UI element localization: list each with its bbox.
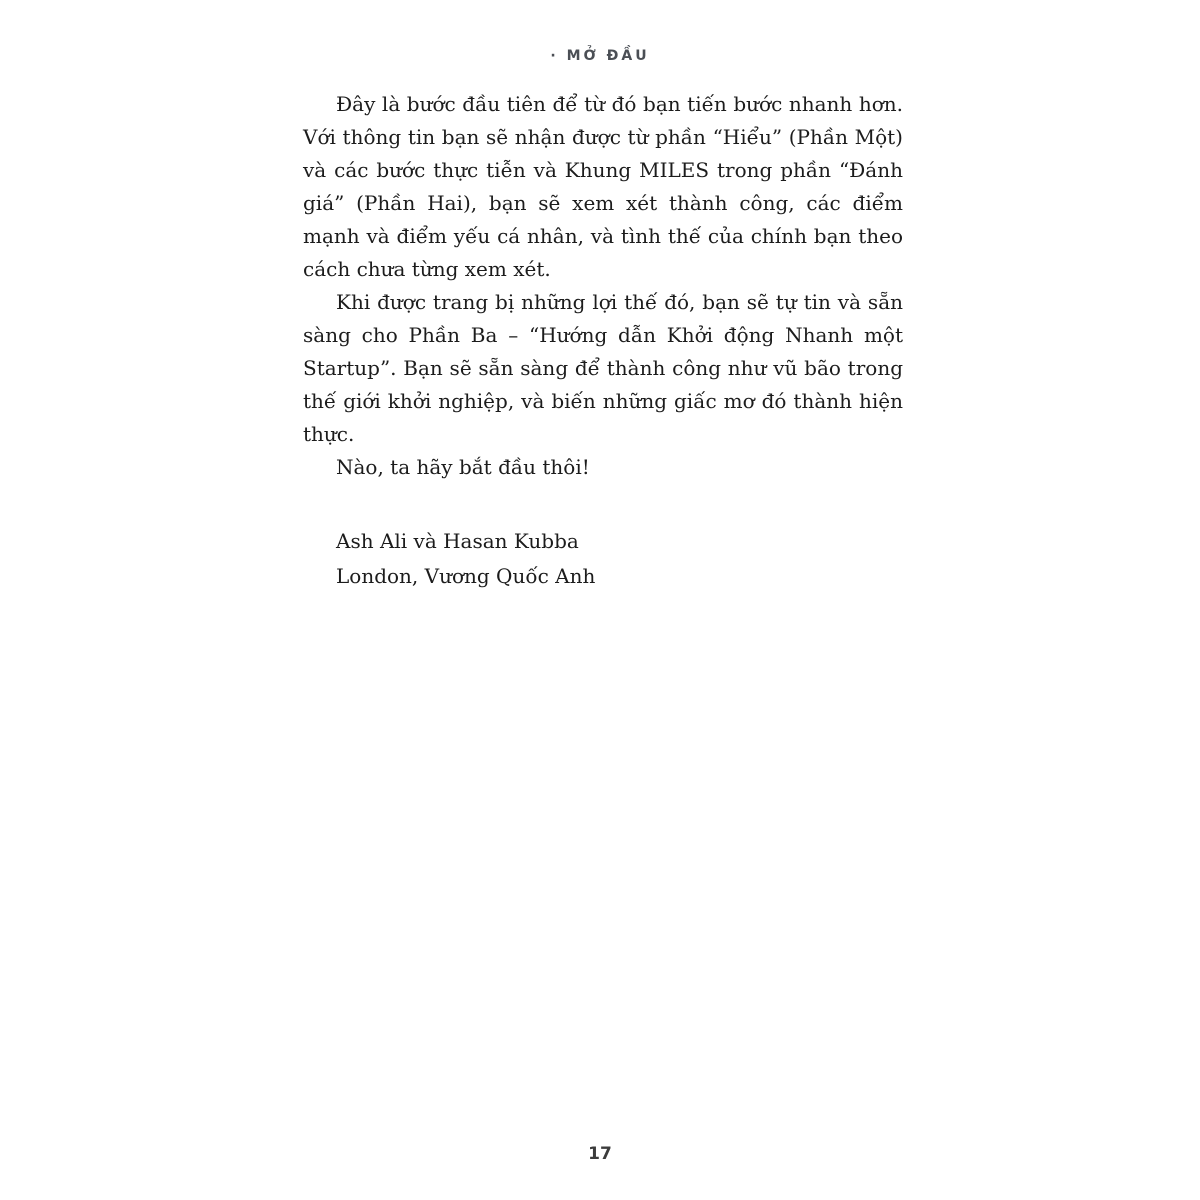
signature-location: London, Vương Quốc Anh: [336, 564, 596, 588]
body-paragraph: Nào, ta hãy bắt đầu thôi!: [336, 455, 590, 479]
body-paragraph: Khi được trang bị những lợi thế đó, bạn sẽ tự tin và sẵn sàng cho Phần Ba – “Hướng dẫn Khởi động Nhanh một Startup”. Bạn sẽ sẵn sàng để thành công như vũ bão trong thế giới khởi nghiệp, và biến những giấc mơ đó thành hiện thực.: [303, 290, 903, 446]
running-header-text: · MỞ ĐẦU: [550, 48, 650, 64]
text-column: [303, 88, 903, 594]
body-paragraph: Đây là bước đầu tiên để từ đó bạn tiến bước nhanh hơn. Với thông tin bạn sẽ nhận được từ phần “Hiểu” (Phần Một) và các bước thực tiễn và Khung MILES trong phần “Đánh giá” (Phần Hai), bạn sẽ xem xét thành công, các điểm mạnh và điểm yếu cá nhân, và tình thế của chính bạn theo cách chưa từng xem xét.: [303, 92, 903, 281]
page-footer: [0, 1144, 1200, 1164]
page-number: 17: [588, 1144, 612, 1164]
signature-authors: Ash Ali và Hasan Kubba: [336, 529, 579, 553]
body-paragraphs: [303, 88, 903, 484]
running-header: [0, 48, 1200, 64]
signature-block: [303, 524, 903, 594]
